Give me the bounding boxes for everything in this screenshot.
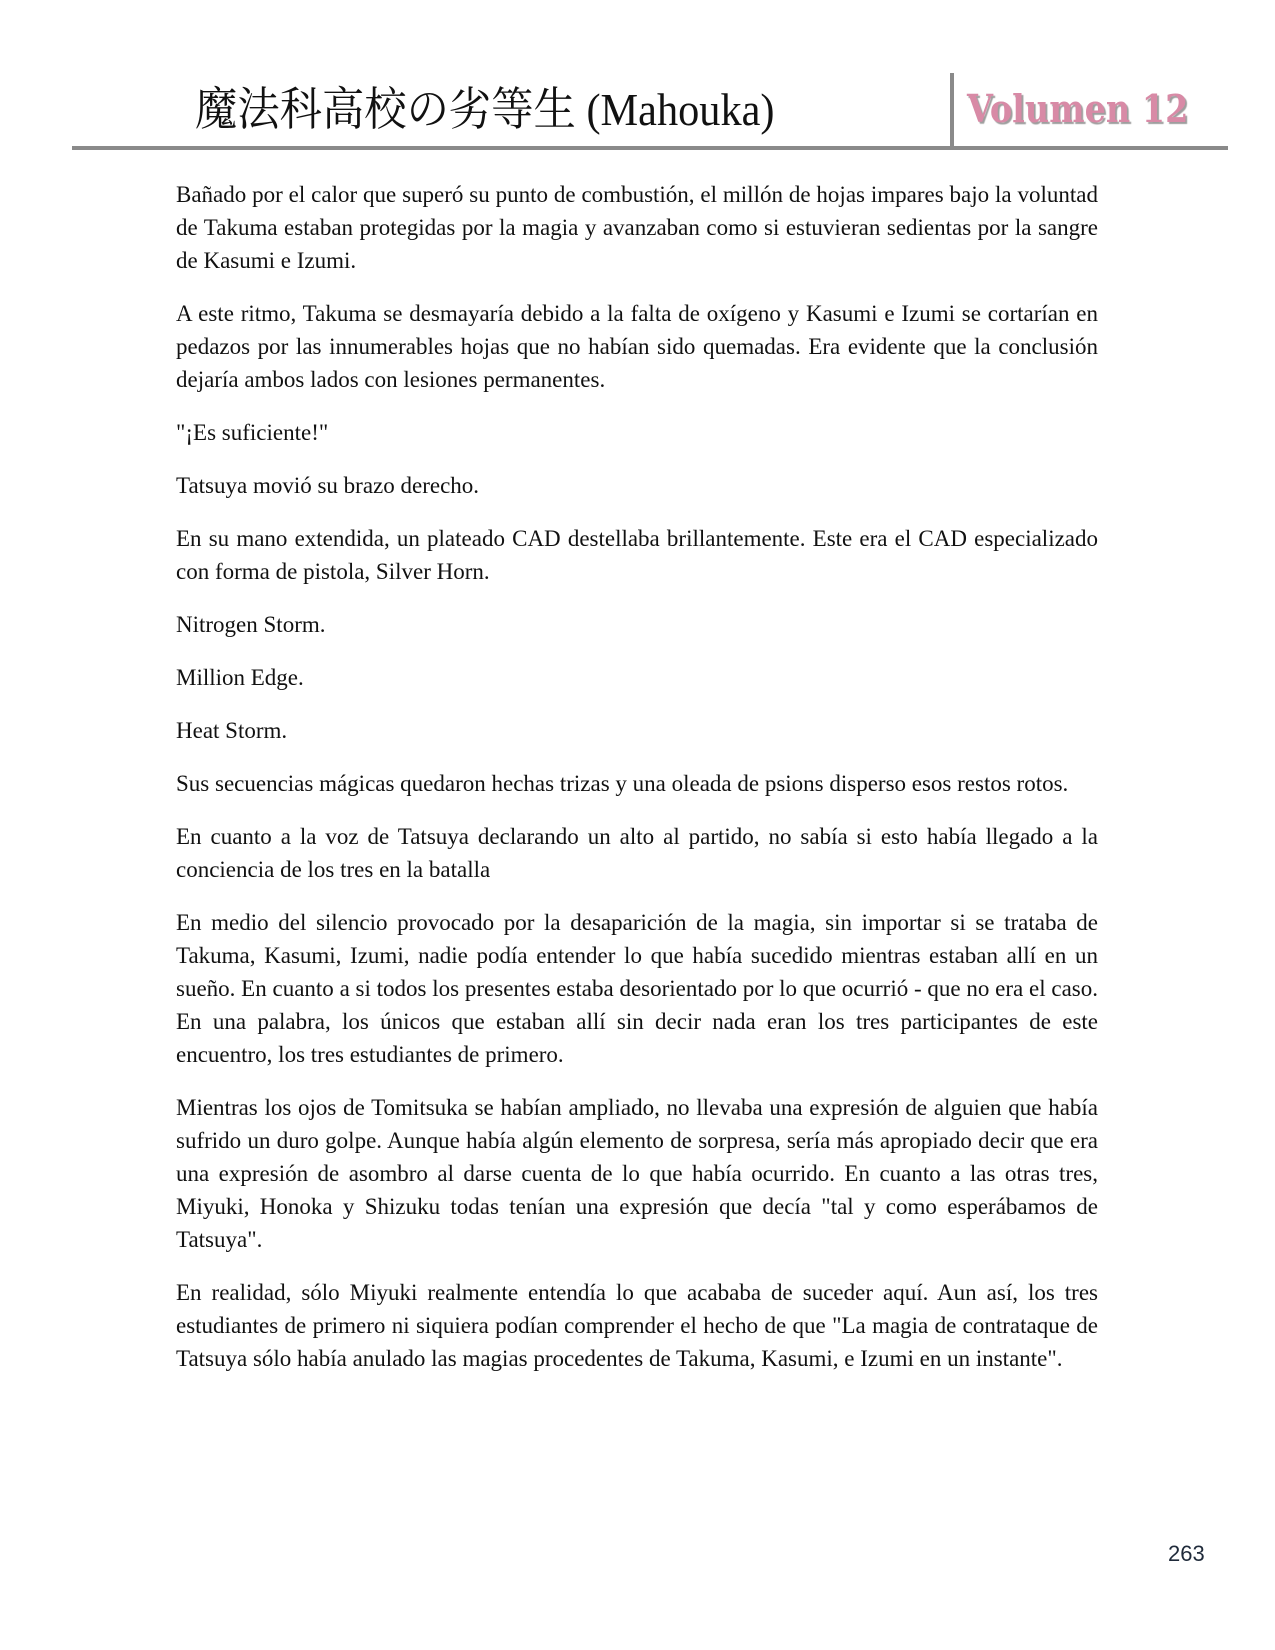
paragraph: Million Edge.	[176, 665, 304, 690]
paragraph: En cuanto a la voz de Tatsuya declarando un alto al partido, no sabía si esto había llegado a la conciencia de los tres en la batalla	[176, 824, 1098, 882]
paragraph: En medio del silencio provocado por la desaparición de la magia, sin importar si se trataba de Takuma, Kasumi, Izumi, nadie podía entender lo que había sucedido mientras estaban allí en un sueño. En cuanto a si todos los presentes estaba desorientado por lo que ocurrió - que no era el caso. En una palabra, los únicos que estaban allí sin decir nada eran los tres participantes de este encuentro, los tres estudiantes de primero.	[176, 910, 1098, 1067]
book-title: 魔法科高校の劣等生 (Mahouka)	[195, 84, 775, 135]
volume-label: Volumen 12	[967, 86, 1189, 131]
paragraph: Mientras los ojos de Tomitsuka se habían ampliado, no llevaba una expresión de alguien que había sufrido un duro golpe. Aunque había algún elemento de sorpresa, sería más apropiado decir que era una expresión de asombro al darse cuenta de lo que había ocurrido. En cuanto a las otras tres, Miyuki, Honoka y Shizuku todas tenían una expresión que decía "tal y como esperábamos de Tatsuya".	[176, 1095, 1098, 1252]
paragraph: Nitrogen Storm.	[176, 612, 326, 637]
page-number: 263	[1168, 1541, 1205, 1566]
page-header	[0, 0, 1275, 160]
body-text	[176, 178, 1098, 1395]
header-vertical-divider	[950, 73, 954, 149]
paragraph: "¡Es suficiente!"	[176, 420, 329, 445]
paragraph: Bañado por el calor que superó su punto de combustión, el millón de hojas impares bajo la voluntad de Takuma estaban protegidas por la magia y avanzaban como si estuvieran sedientas por la sangre de Kasumi e Izumi.	[176, 182, 1098, 273]
paragraph: Sus secuencias mágicas quedaron hechas trizas y una oleada de psions disperso esos restos rotos.	[176, 771, 1069, 796]
paragraph: A este ritmo, Takuma se desmayaría debido a la falta de oxígeno y Kasumi e Izumi se cortarían en pedazos por las innumerables hojas que no habían sido quemadas. Era evidente que la conclusión dejaría ambos lados con lesiones permanentes.	[176, 301, 1098, 392]
paragraph: En realidad, sólo Miyuki realmente entendía lo que acababa de suceder aquí. Aun así, los tres estudiantes de primero ni siquiera podían comprender el hecho de que "La magia de contrataque de Tatsuya sólo había anulado las magias procedentes de Takuma, Kasumi, e Izumi en un instante".	[176, 1280, 1098, 1371]
header-horizontal-rule	[72, 146, 1228, 150]
paragraph: Tatsuya movió su brazo derecho.	[176, 473, 480, 498]
paragraph: Heat Storm.	[176, 718, 288, 743]
paragraph: En su mano extendida, un plateado CAD destellaba brillantemente. Este era el CAD especializado con forma de pistola, Silver Horn.	[176, 526, 1098, 584]
